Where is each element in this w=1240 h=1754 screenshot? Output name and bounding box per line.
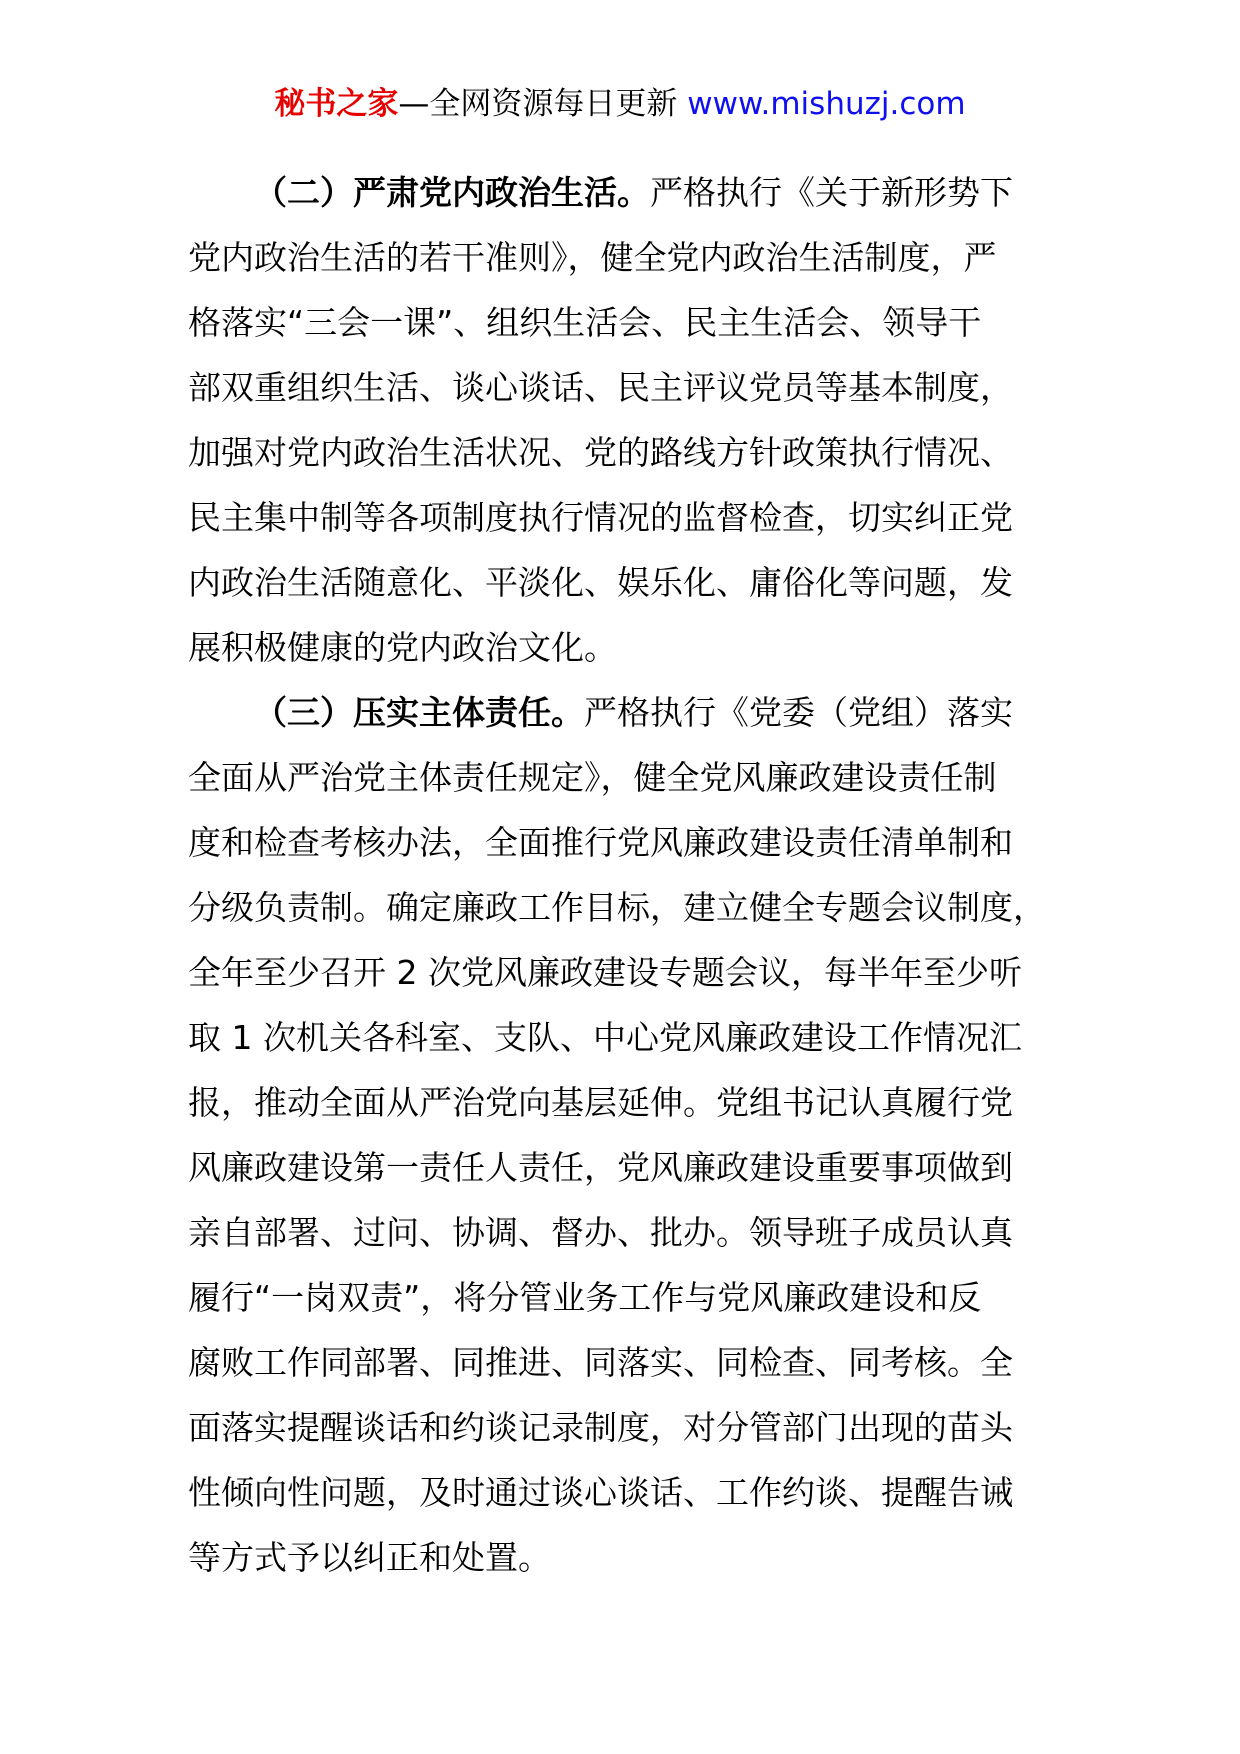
text-line: 履行“一岗双责”，将分管业务工作与党风廉政建设和反 [188,1278,982,1317]
text-line: 腐败工作同部署、同推进、同落实、同检查、同考核。全 [188,1343,1013,1382]
text-line: 格落实“三会一课”、组织生活会、民主生活会、领导干 [188,303,982,342]
text-line: 内政治生活随意化、平淡化、娱乐化、庸俗化等问题，发 [188,563,1013,602]
text-line: 面落实提醒谈话和约谈记录制度，对分管部门出现的苗头 [188,1408,1013,1447]
text-line: 加强对党内政治生活状况、党的路线方针政策执行情况、 [188,433,1013,472]
text-line: 报，推动全面从严治党向基层延伸。党组书记认真履行党 [188,1083,1013,1122]
text-line: 严格执行《关于新形势下 [650,173,1013,212]
paragraph-3 [188,680,1068,1590]
text-line: 风廉政建设第一责任人责任，党风廉政建设重要事项做到 [188,1148,1013,1187]
text-line: 度和检查考核办法，全面推行党风廉政建设责任清单制和 [188,823,1013,862]
text-line: 全年至少召开 2 次党风廉政建设专题会议，每半年至少听 [188,953,1022,992]
document-body [188,160,1068,1590]
text-line: 民主集中制等各项制度执行情况的监督检查，切实纠正党 [188,498,1013,537]
site-tagline: —全网资源每日更新 [398,86,678,122]
paragraph-first-line [188,680,1068,745]
text-line: 党内政治生活的若干准则》，健全党内政治生活制度，严 [188,238,997,277]
text-line: 取 1 次机关各科室、支队、中心党风廉政建设工作情况汇 [188,1018,1022,1057]
text-line: 部双重组织生活、谈心谈话、民主评议党员等基本制度， [188,368,1013,407]
site-url-link[interactable]: www.mishuzj.com [687,86,966,122]
text-line: 展积极健康的党内政治文化。 [188,628,617,667]
text-line: 分级负责制。确定廉政工作目标，建立健全专题会议制度， [188,888,1046,927]
paragraph-first-line [188,160,1068,225]
site-header [0,84,1240,124]
text-line: 严格执行《党委（党组）落实 [584,693,1013,732]
section-heading: （三）压实主体责任。 [254,693,584,732]
paragraph-2 [188,160,1068,680]
text-line: 亲自部署、过问、协调、督办、批办。领导班子成员认真 [188,1213,1013,1252]
section-heading: （二）严肃党内政治生活。 [254,173,650,212]
text-line: 全面从严治党主体责任规定》，健全党风廉政建设责任制 [188,758,997,797]
site-brand: 秘书之家 [274,86,399,122]
text-line: 等方式予以纠正和处置。 [188,1538,551,1577]
text-line: 性倾向性问题，及时通过谈心谈话、工作约谈、提醒告诫 [188,1473,1013,1512]
